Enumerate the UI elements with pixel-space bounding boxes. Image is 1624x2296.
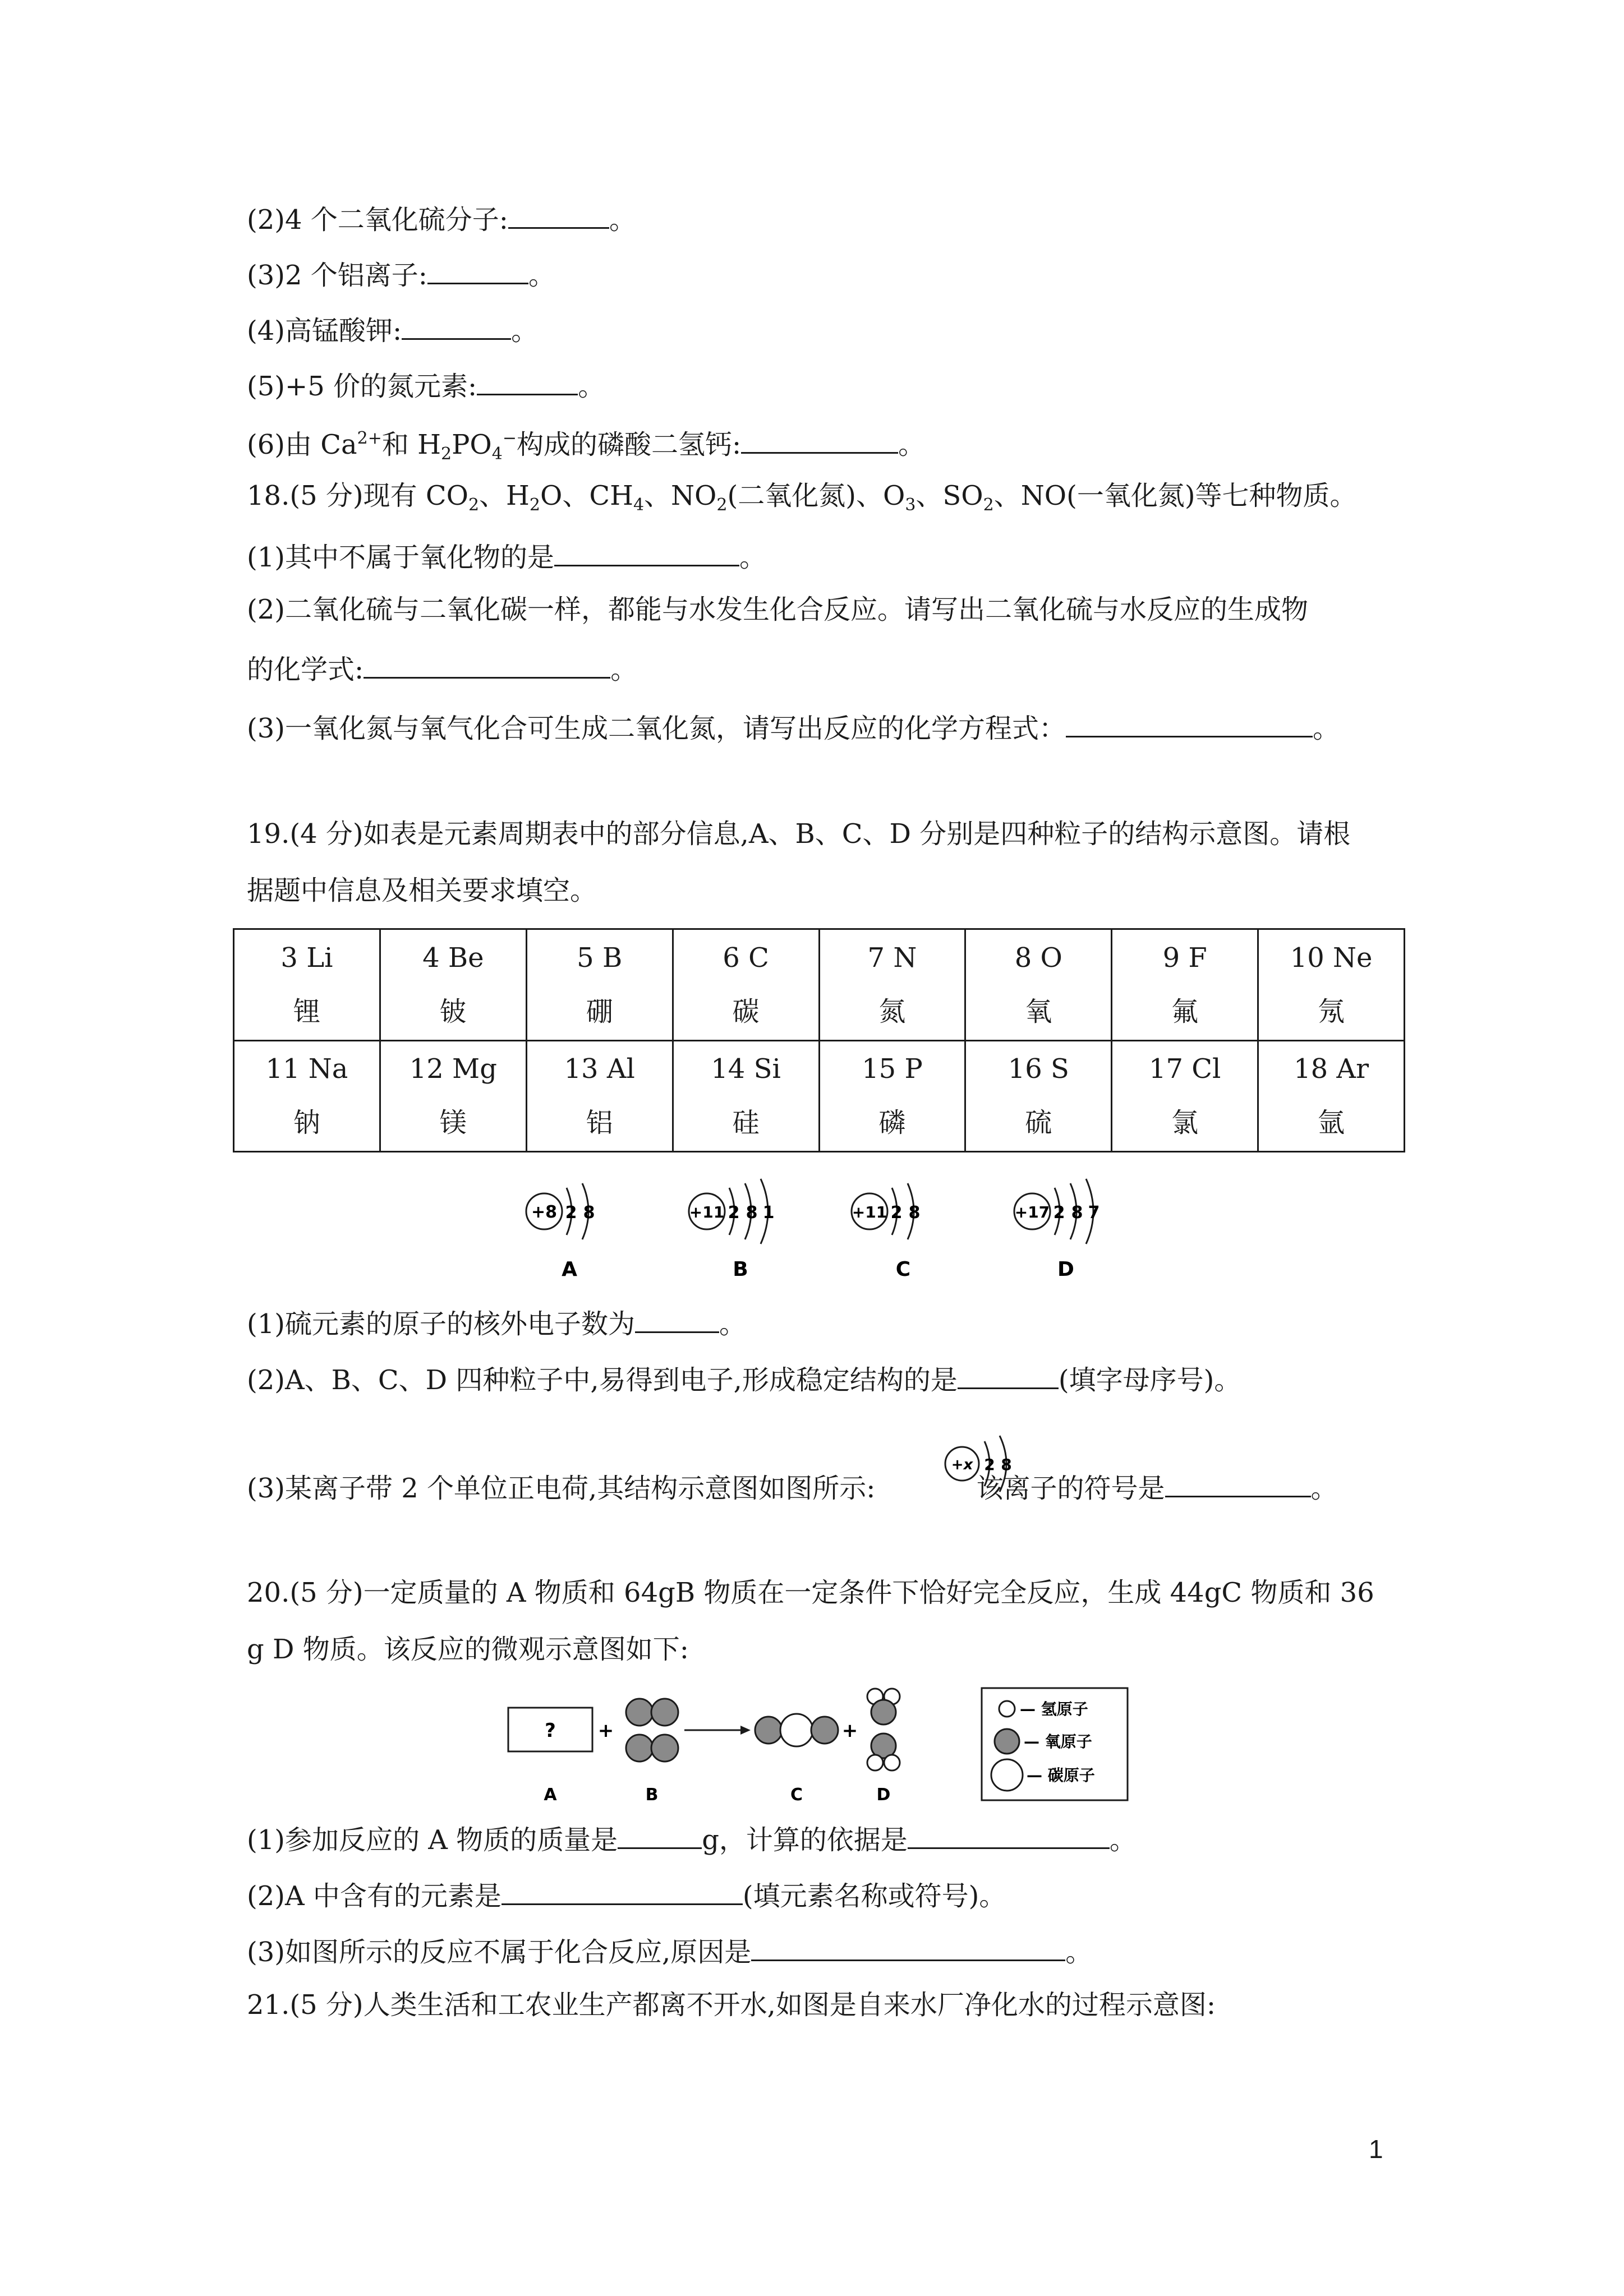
particle-diagram-b bbox=[689, 1179, 774, 1281]
answer-blank[interactable] bbox=[618, 1818, 702, 1849]
svg-text:D: D bbox=[876, 1785, 891, 1805]
svg-text:— 氧原子: — 氧原子 bbox=[1024, 1732, 1092, 1751]
svg-text:+11: +11 bbox=[852, 1203, 887, 1221]
svg-text:7: 7 bbox=[1088, 1203, 1100, 1223]
q17-item-4: (4)高锰酸钾: 。 bbox=[247, 309, 538, 349]
svg-text:+11: +11 bbox=[689, 1203, 725, 1221]
element-cell: 5 B 硼 bbox=[526, 929, 673, 1041]
answer-blank[interactable] bbox=[402, 309, 511, 340]
answer-blank[interactable] bbox=[741, 423, 898, 454]
q18-intro: 18.(5 分)现有 $CO_2$、$H_2O$、$CH_4$、$NO_2$(二氧化氮)、$O_3$、$SO_2$、NO(一氧化氮)等七种物质。 bbox=[247, 480, 1357, 515]
svg-text:2: 2 bbox=[890, 1203, 903, 1223]
particle-structure-diagrams bbox=[505, 1155, 1178, 1290]
element-cell: 10 Ne 氖 bbox=[1258, 929, 1405, 1041]
answer-blank[interactable] bbox=[554, 536, 739, 566]
q19-item-3: (3)某离子带 2 个单位正电荷,其结构示意图如图所示: 该离子的符号是 。 bbox=[247, 1467, 1338, 1506]
svg-text:C: C bbox=[895, 1258, 911, 1281]
q18-item-3: (3)一氧化氮与氧气化合可生成二氧化氮，请写出反应的化学方程式： 。 bbox=[247, 707, 1340, 746]
svg-text:2: 2 bbox=[728, 1203, 740, 1223]
answer-blank[interactable] bbox=[427, 253, 528, 284]
element-cell: 4 Be 铍 bbox=[380, 929, 526, 1041]
element-cell: 18 Ar 氩 bbox=[1258, 1040, 1405, 1152]
q19-intro-line-2: 据题中信息及相关要求填空。 bbox=[247, 875, 597, 906]
water-molecules bbox=[867, 1689, 900, 1771]
element-cell: 3 Li 锂 bbox=[234, 929, 380, 1041]
q17-item-6: (6)由 $Ca^{2+}$和 $H_2PO_4^-$构成的磷酸二氢钙: 。 bbox=[247, 421, 925, 472]
svg-text:— 氢原子: — 氢原子 bbox=[1020, 1700, 1088, 1718]
oxygen-molecules bbox=[626, 1699, 678, 1762]
answer-blank[interactable] bbox=[751, 1930, 1065, 1961]
element-cell: 8 O 氧 bbox=[965, 929, 1112, 1041]
answer-blank[interactable] bbox=[364, 648, 610, 679]
svg-text:B: B bbox=[733, 1258, 748, 1281]
element-cell: 14 Si 硅 bbox=[673, 1040, 819, 1152]
element-cell: 9 F 氟 bbox=[1112, 929, 1258, 1041]
q21-intro-line-1: 21.(5 分)人类生活和工农业生产都离不开水,如图是自来水厂净化水的过程示意图: bbox=[247, 1989, 1216, 2021]
answer-blank[interactable] bbox=[908, 1818, 1110, 1849]
element-cell: 13 Al 铝 bbox=[526, 1040, 673, 1152]
answer-blank[interactable] bbox=[502, 1874, 743, 1905]
q20-item-3: (3)如图所示的反应不属于化合反应,原因是 。 bbox=[247, 1930, 1092, 1970]
svg-text:?: ? bbox=[545, 1719, 556, 1742]
element-cell: 7 N 氮 bbox=[819, 929, 965, 1041]
q17-item-2: (2)4 个二氧化硫分子: 。 bbox=[247, 198, 636, 238]
element-cell: 16 S 硫 bbox=[965, 1040, 1112, 1152]
answer-blank[interactable] bbox=[477, 365, 578, 395]
q18-item-1: (1)其中不属于氧化物的是 。 bbox=[247, 536, 766, 575]
q19-item-1: (1)硫元素的原子的核外电子数为 。 bbox=[247, 1302, 746, 1342]
svg-text:+: + bbox=[841, 1719, 858, 1742]
q19-item-2: (2)A、B、C、D 四种粒子中,易得到电子,形成稳定结构的是 (填字母序号)。 bbox=[247, 1358, 1241, 1398]
svg-text:+: + bbox=[597, 1719, 614, 1742]
svg-text:8: 8 bbox=[583, 1203, 595, 1223]
answer-blank[interactable] bbox=[958, 1358, 1059, 1389]
svg-text:A: A bbox=[544, 1785, 557, 1805]
q20-item-2: (2)A 中含有的元素是 (填元素名称或符号)。 bbox=[247, 1874, 1006, 1914]
svg-text:A: A bbox=[562, 1258, 577, 1281]
q20-item-1: (1)参加反应的 A 物质的质量是 g，计算的依据是 。 bbox=[247, 1818, 1137, 1858]
svg-text:— 碳原子: — 碳原子 bbox=[1027, 1766, 1095, 1785]
svg-text:2: 2 bbox=[1053, 1203, 1065, 1223]
particle-diagram-a bbox=[526, 1183, 595, 1281]
svg-text:8: 8 bbox=[908, 1203, 921, 1223]
svg-text:C: C bbox=[790, 1785, 803, 1805]
element-cell: 6 C 碳 bbox=[673, 929, 819, 1041]
svg-text:D: D bbox=[1057, 1258, 1074, 1281]
q19-intro-line-1: 19.(4 分)如表是元素周期表中的部分信息,A、B、C、D 分别是四种粒子的结构示意图。请根 bbox=[247, 818, 1351, 850]
q18-item-2-line-2: 的化学式: 。 bbox=[247, 648, 637, 688]
element-cell: 17 Cl 氯 bbox=[1112, 1040, 1258, 1152]
answer-blank[interactable] bbox=[1066, 707, 1313, 737]
particle-diagram-d bbox=[1014, 1179, 1099, 1281]
reaction-micro-diagram bbox=[505, 1685, 1150, 1814]
periodic-table-excerpt bbox=[233, 928, 1405, 1152]
svg-text:2: 2 bbox=[984, 1455, 995, 1474]
q17-item-3: (3)2 个铝离子: 。 bbox=[247, 253, 555, 293]
answer-blank[interactable] bbox=[508, 198, 609, 229]
q20-intro-line-2: g D 物质。该反应的微观示意图如下: bbox=[247, 1634, 689, 1665]
q17-item-5: (5)+5 价的氮元素: 。 bbox=[247, 365, 605, 404]
element-cell: 12 Mg 镁 bbox=[380, 1040, 526, 1152]
svg-text:8: 8 bbox=[1001, 1455, 1012, 1474]
element-cell: 15 P 磷 bbox=[819, 1040, 965, 1152]
q18-item-2-line-1: (2)二氧化硫与二氧化碳一样，都能与水发生化合反应。请写出二氧化硫与水反应的生成物 bbox=[247, 594, 1308, 625]
q20-intro-line-1: 20.(5 分)一定质量的 A 物质和 64gB 物质在一定条件下恰好完全反应，生成 44gC 物质和 36 bbox=[247, 1577, 1374, 1608]
ion-structure-diagram bbox=[937, 1422, 1027, 1506]
svg-text:1: 1 bbox=[762, 1203, 775, 1223]
svg-text:8: 8 bbox=[1071, 1203, 1083, 1223]
table-row bbox=[234, 929, 1405, 1041]
particle-diagram-c bbox=[852, 1183, 920, 1281]
page-number: 1 bbox=[1369, 2134, 1383, 2164]
svg-text:8: 8 bbox=[746, 1203, 758, 1223]
atom-legend bbox=[982, 1688, 1128, 1800]
svg-text:B: B bbox=[645, 1785, 659, 1805]
svg-text:+17: +17 bbox=[1014, 1203, 1050, 1221]
answer-blank[interactable] bbox=[635, 1302, 719, 1333]
element-cell: 11 Na 钠 bbox=[234, 1040, 380, 1152]
svg-text:+x: +x bbox=[951, 1456, 973, 1473]
answer-blank[interactable] bbox=[1165, 1467, 1311, 1497]
svg-text:+8: +8 bbox=[531, 1202, 558, 1222]
table-row bbox=[234, 1040, 1405, 1152]
carbon-dioxide-molecule bbox=[755, 1714, 838, 1746]
svg-text:2: 2 bbox=[565, 1203, 577, 1223]
